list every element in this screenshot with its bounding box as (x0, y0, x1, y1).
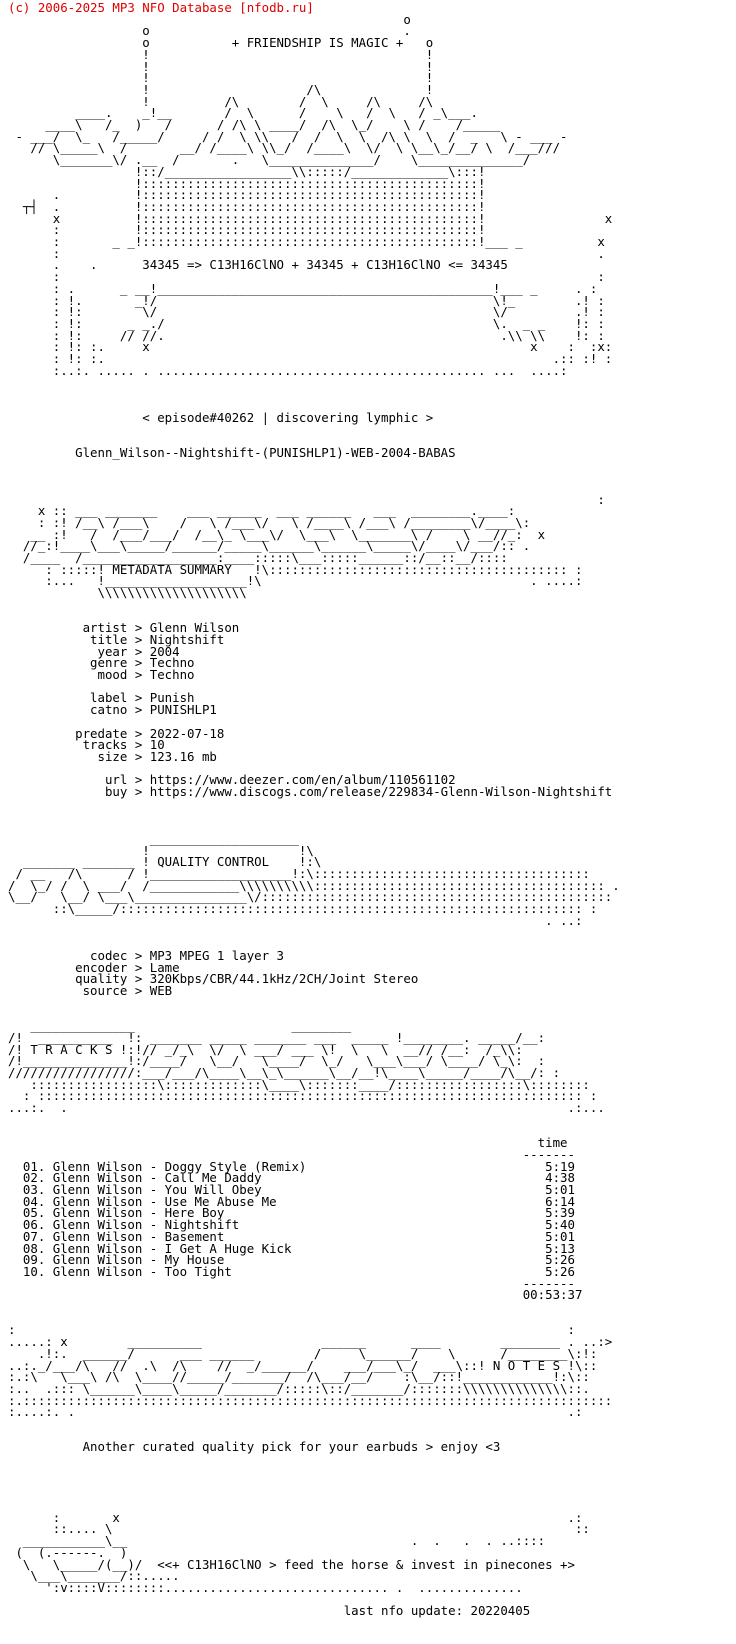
nfo-line: ┬┤ . !:::::::::::::::::::::::::::::::::::::::::::::! (8, 198, 486, 214)
nfo-line: title > Nightshift (8, 631, 225, 647)
nfo-line: // \_____\ / __/ /____\ \\_/ /____\ \/ \ \__\_/__/ \ /___/// (8, 140, 561, 156)
nfo-line: :.. .::: \______\____\_____/_______/:::::\::/_______/:::::::\\\\\\\\\\\\\\::. (8, 1380, 590, 1396)
nfo-line: - ___/ \_ /_____/ / / \ \\ / / \ \ /\ \ \ / _ \ - ___ - (8, 128, 568, 144)
nfo-line: url > https://www.deezer.com/en/album/110561102 (8, 772, 456, 788)
nfo-body (8, 12, 620, 1619)
nfo-line: ______________ ________ (8, 1018, 352, 1034)
nfo-line: / \_/ / \ ___/ /____________\\\\\\\\\\::::::::::::::::::::::::::::::::::::::: . (8, 877, 620, 893)
nfo-line: time (8, 1135, 568, 1151)
nfo-line: source > WEB (8, 983, 173, 999)
nfo-line: buy > https://www.discogs.com/release/229834-Glenn-Wilson-Nightshift (8, 784, 613, 800)
nfo-line: ____\ /_ ) / / /\ \ ____/ /\ \_/ \ / /_____ (8, 117, 501, 133)
nfo-line: : _ _!:::::::::::::::::::::::::::::::::::::::::::::!___ _ x (8, 234, 605, 250)
nfo-line: / __ /\ / !___________________!:\::::::::::::::::::::::::::::::::::::: (8, 866, 590, 882)
nfo-line: predate > 2022-07-18 (8, 725, 225, 741)
nfo-line: . ..: (8, 912, 583, 928)
nfo-line: ! ! (8, 58, 434, 74)
nfo-line: ! /\ / \ /\ /\ (8, 93, 434, 109)
nfo-line: /____ /__________________:____:::::\___:::::______::/__::__/:::: (8, 550, 508, 566)
nfo-line: 04. Glenn Wilson - Use Me Abuse Me 6:14 (8, 1193, 575, 1209)
nfo-line: . . 34345 => C13H16ClNO + 34345 + C13H16ClNO <= 34345 (8, 257, 508, 273)
nfo-line: \__/ \__/ \___\_______________\/::::::::::::::::::::::::::::::::::::::::::::::: (8, 889, 613, 905)
nfo-line: ! ! (8, 46, 434, 62)
nfo-line: x :: ___ _______ ___ ______ ___ ______ ___ ________.____: (8, 503, 516, 519)
nfo-line: : : (8, 269, 605, 285)
nfo-line: ____. _!__ / \ / \ / \ / _\___. (8, 105, 478, 121)
nfo-line: /!______________!:/____/ \__/ \____/ \_/ \___\___/ \____/ \_\: : (8, 1053, 546, 1069)
nfo-line: label > Punish (8, 690, 195, 706)
nfo-line: size > 123.16 mb (8, 749, 217, 764)
nfo-line: _______ _______ ! QUALITY CONTROL !:\ (8, 854, 322, 870)
nfo-line: : :::::! METADATA SUMMARY !\:::::::::::::::::::::::::::::::::::::::: : (8, 561, 583, 577)
nfo-line: .....: x __________ ______ ____ ________ . ..:> (8, 1334, 613, 1350)
nfo-line: : x .: (8, 1509, 583, 1525)
nfo-line: :... !___________________!\ . ....: (8, 573, 583, 589)
nfo-line: o . (8, 23, 411, 39)
nfo-line: : !:::::::::::::::::::::::::::::::::::::::::::::! (8, 222, 486, 238)
nfo-line: \_______\/ .__ / . \______________/ \______________/ (8, 152, 531, 168)
nfo-line: 09. Glenn Wilson - My House 5:26 (8, 1252, 575, 1268)
nfo-line: year > 2004 (8, 643, 180, 659)
nfo-line: ------- (8, 1275, 575, 1291)
copyright-line[interactable]: (c) 2006-2025 MP3 NFO Database [nfodb.ru] (8, 0, 314, 15)
nfo-line: x !:::::::::::::::::::::::::::::::::::::::::::::! x (8, 210, 613, 226)
nfo-line: :.::::::::::::::::::::::::::::::::::::::::::::::::::::::::::::::::::::::::::::::: (8, 1392, 613, 1408)
nfo-line: 08. Glenn Wilson - I Get A Huge Kick 5:13 (8, 1240, 575, 1256)
nfo-line: \___\_______/::..... (8, 1568, 180, 1584)
nfo-line: 10. Glenn Wilson - Too Tight 5:26 (8, 1263, 575, 1279)
nfo-line: :....:. . .: (8, 1404, 583, 1420)
nfo-line: Another curated quality pick for your earbuds > enjoy <3 (8, 1439, 501, 1455)
nfo-line: \\\\\\\\\\\\\\\\\\\\ (8, 585, 247, 601)
nfo-line: : !: // //. .\\ \\ !: : (8, 327, 605, 343)
nfo-line: /! T R A C K S !:!// _/_\ \/ \ ___/ ___ \! \ \ __// /__: /_\\: (8, 1041, 523, 1057)
nfo-line: ! /\ ! (8, 81, 434, 97)
nfo-line: encoder > Lame (8, 959, 180, 975)
nfo-line: : !. _!/ \!_ .! : (8, 292, 605, 308)
nfo-line: Glenn_Wilson--Nightshift-(PUNISHLP1)-WEB-2004-BABAS (8, 444, 456, 460)
nfo-line: ...:. . .:... (8, 1100, 605, 1116)
nfo-line: tracks > 10 (8, 737, 165, 753)
nfo-line: artist > Glenn Wilson (8, 620, 240, 636)
nfo-line: 05. Glenn Wilson - Here Boy 5:39 (8, 1205, 575, 1221)
nfo-line: . !:::::::::::::::::::::::::::::::::::::::::::::! (8, 187, 486, 203)
nfo-line: mood > Techno (8, 667, 195, 683)
nfo-line: :::::::::::::::::\:::::::::::::\____\:::::::____/:::::::::::::::::\:::::::: (8, 1076, 590, 1092)
nfo-line: .!:. ______/ ___ ______ / \______/ \ /________\:!: (8, 1345, 598, 1361)
nfo-line: : : (8, 1322, 575, 1338)
nfo-line: ::\_____/:::::::::::::::::::::::::::::::::::::::::::::::::::::::::::::: : (8, 901, 598, 917)
nfo-line: !:::::::::::::::::::::::::::::::::::::::::::::! (8, 175, 486, 191)
nfo-line: 01. Glenn Wilson - Doggy Style (Remix) 5:19 (8, 1158, 575, 1174)
nfo-line: codec > MP3 MPEG 1 layer 3 (8, 947, 285, 963)
nfo-line: o (8, 11, 411, 27)
nfo-line: ____________________ (8, 830, 299, 846)
nfo-line: ! ! (8, 70, 434, 86)
nfo-line: 02. Glenn Wilson - Call Me Daddy 4:38 (8, 1170, 575, 1186)
nfo-line: 06. Glenn Wilson - Nightshift 5:40 (8, 1217, 575, 1233)
nfo-line: //_:!____\___\_____/______/_____\______\______\_____\/____\/___/:: . (8, 538, 531, 554)
nfo-line: : !: :. .:: :! : (8, 351, 613, 367)
nfo-line: 03. Glenn Wilson - You Will Obey 5:01 (8, 1182, 575, 1198)
nfo-line: : (8, 491, 605, 507)
nfo-line: ___________\__ . . . . ..:::: (8, 1533, 546, 1549)
nfo-line: :..:. ..... . ............................................ ... ....: (8, 362, 568, 378)
nfo-line: o + FRIENDSHIP IS MAGIC + o (8, 35, 434, 51)
nfo-line: : . _ __!_____________________________________________!___ _ . : (8, 280, 598, 296)
nfo-line: ':v::::V::::::::.............................. . .............. (8, 1579, 523, 1595)
nfo-document (8, 2, 620, 1617)
nfo-line: /! __________ !: _______ _____ _______ ___ _____ !________. _____/__: (8, 1029, 546, 1045)
nfo-line: : !: :. x x : :x: (8, 339, 613, 355)
nfo-line: : !: \/ \/ .! : (8, 304, 605, 320)
nfo-line: __ :! / /___/___/ /__\_ \___\/ \___\ \_______\ / \ __//_: x (8, 526, 546, 542)
nfo-line: :.:\ \___\ /\ \____//_____/_______/ /\___/__/ :\__/::!____________!:\:: (8, 1369, 590, 1385)
nfo-line: : :! /__\ /___\ / \ /___\/ \ /____\ /___\ /________\/____\: (8, 514, 531, 530)
nfo-line: ( (.------. ) (8, 1544, 128, 1560)
nfo-line: : . (8, 245, 605, 261)
nfo-line: ..:._/___/\ // .\ /\ // _/______/ ___/___\_/ ___\::! N O T E S !\:: (8, 1357, 598, 1373)
nfo-line: quality > 320Kbps/CBR/44.1kHz/2CH/Joint Stereo (8, 971, 419, 987)
nfo-line: \ \_____/(__)/ <<+ C13H16ClNO > feed the horse & invest in pinecones +> (8, 1556, 575, 1572)
nfo-line: < episode#40262 | discovering lymphic > (8, 409, 434, 425)
nfo-line: catno > PUNISHLP1 (8, 702, 217, 718)
nfo-line: 07. Glenn Wilson - Basement 5:01 (8, 1228, 575, 1244)
nfo-line: : ::::::::::::::::::::::::::::::::::::::::::::::::::::::::::::::::::::::::: : (8, 1088, 598, 1104)
nfo-line: : !: _ _./ \. _ _ !: : (8, 315, 605, 331)
nfo-line: genre > Techno (8, 655, 195, 671)
nfo-line: ------- (8, 1146, 575, 1162)
nfo-line: last nfo update: 20220405 (8, 1603, 531, 1619)
nfo-line: /////////////////:___/___/\____\__\_\______\__/__!\____\_____/____/\__/: : (8, 1064, 561, 1080)
nfo-line: 00:53:37 (8, 1287, 583, 1303)
nfo-line: ! !\ (8, 842, 314, 858)
nfo-line: ::.... \ :: (8, 1521, 590, 1537)
nfo-line: !::/_________________\\:::::/_____________\:::! (8, 163, 486, 179)
